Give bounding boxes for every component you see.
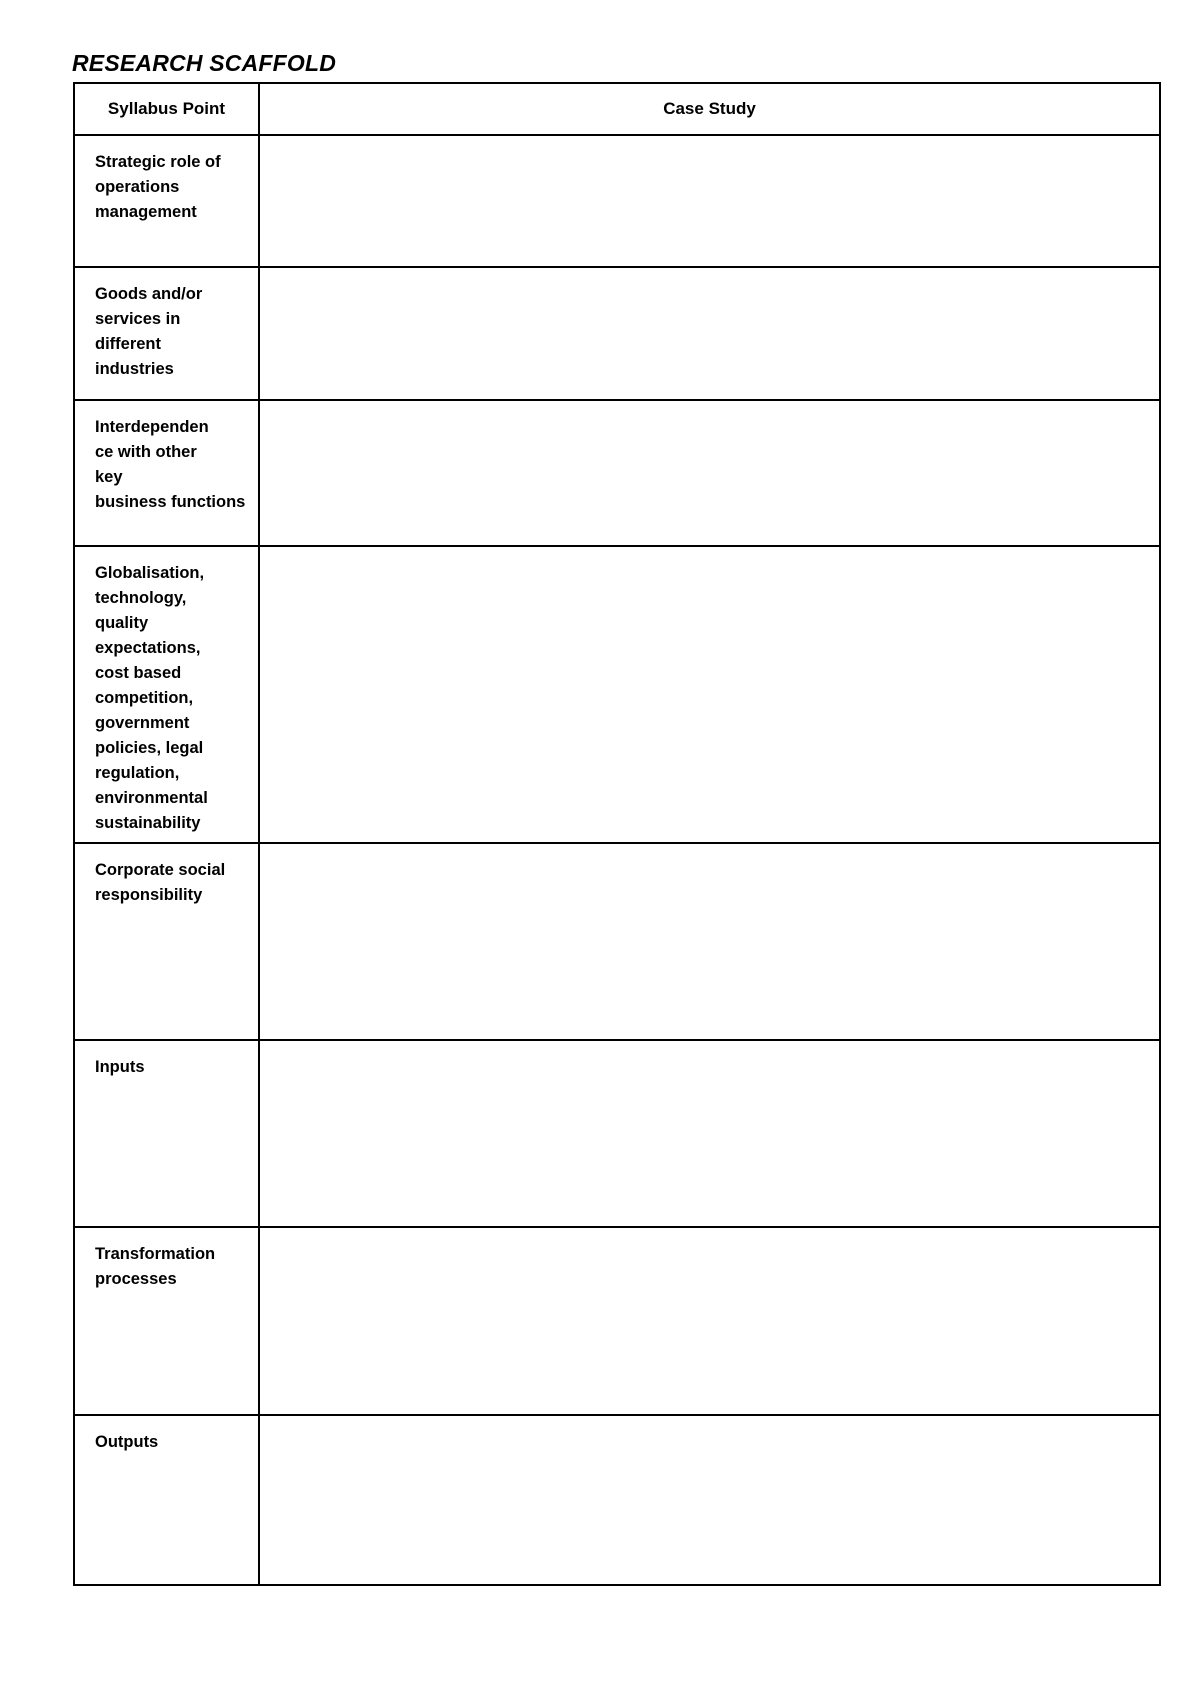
case-study-cell[interactable] [259, 1227, 1160, 1415]
syllabus-point-label: Inputs [95, 1058, 145, 1076]
case-study-cell[interactable] [259, 135, 1160, 267]
syllabus-point-label: Strategic role of operations management [95, 153, 221, 221]
syllabus-point-cell [74, 1227, 259, 1415]
syllabus-point-label: Interdependen ce with other key business functions [95, 418, 246, 511]
table-header-row [74, 83, 1160, 135]
research-scaffold-table [73, 82, 1161, 1586]
table-row [74, 843, 1160, 1040]
case-study-cell[interactable] [259, 1040, 1160, 1227]
table-row [74, 135, 1160, 267]
syllabus-point-cell [74, 1415, 259, 1585]
table-row [74, 1227, 1160, 1415]
syllabus-point-label: Goods and/or services in different industries [95, 285, 203, 378]
column-header-case-study: Case Study [259, 83, 1160, 135]
case-study-cell[interactable] [259, 400, 1160, 546]
syllabus-point-cell [74, 400, 259, 546]
case-study-cell[interactable] [259, 546, 1160, 843]
table-row [74, 267, 1160, 400]
syllabus-point-cell [74, 1040, 259, 1227]
syllabus-point-cell [74, 843, 259, 1040]
table-row [74, 1415, 1160, 1585]
syllabus-point-label: Globalisation, technology, quality expectations, cost based competition, government policies, legal regulation, environmental sustainability [95, 564, 208, 832]
syllabus-point-label: Transformation processes [95, 1245, 216, 1288]
case-study-cell[interactable] [259, 843, 1160, 1040]
table-row [74, 400, 1160, 546]
syllabus-point-cell [74, 135, 259, 267]
document-title: RESEARCH SCAFFOLD [72, 50, 337, 76]
case-study-cell[interactable] [259, 267, 1160, 400]
case-study-cell[interactable] [259, 1415, 1160, 1585]
syllabus-point-label: Corporate social responsibility [95, 861, 226, 904]
table-row [74, 546, 1160, 843]
table-row [74, 1040, 1160, 1227]
column-header-syllabus-point: Syllabus Point [74, 83, 259, 135]
syllabus-point-cell [74, 267, 259, 400]
syllabus-point-cell [74, 546, 259, 843]
syllabus-point-label: Outputs [95, 1433, 159, 1451]
